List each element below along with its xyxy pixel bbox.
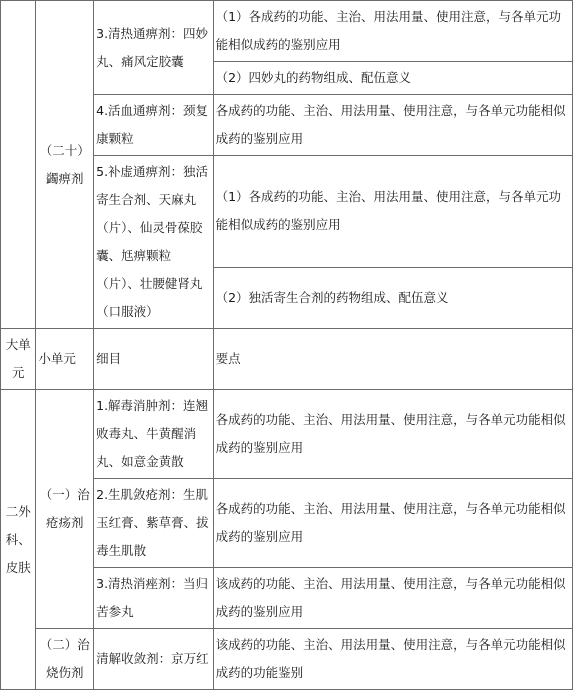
header-big-unit: 大单元 — [1, 329, 36, 390]
detail-cell: 1.解毒消肿剂：连翘败毒丸、牛黄醒消丸、如意金黄散 — [94, 390, 213, 479]
table-row — [1, 629, 573, 690]
point-cell: 各成药的功能、主治、用法用量、使用注意，与各单元功能相似成药的鉴别应用 — [213, 95, 572, 156]
header-small-unit: 小单元 — [36, 329, 94, 390]
table-row — [1, 1, 573, 62]
small-unit-cell: （二十）蠲痹剂 — [36, 1, 94, 329]
point-cell: 各成药的功能、主治、用法用量、使用注意，与各单元功能相似成药的鉴别应用 — [213, 390, 572, 479]
small-unit-cell: （二）治烧伤剂 — [36, 629, 94, 690]
table-row — [1, 390, 573, 479]
header-detail: 细目 — [94, 329, 213, 390]
point-cell: （1）各成药的功能、主治、用法用量、使用注意，与各单元功能相似成药的鉴别应用 — [213, 1, 572, 62]
detail-cell: 3.清热通痹剂：四妙丸、痛风定胶囊 — [94, 1, 213, 95]
point-cell: （2）独活寄生合剂的药物组成、配伍意义 — [213, 267, 572, 328]
detail-cell: 清解收敛剂：京万红 — [94, 629, 213, 690]
big-unit-cell: 二外科、皮肤 — [1, 390, 36, 690]
point-cell: 各成药的功能、主治、用法用量、使用注意，与各单元功能相似成药的鉴别应用 — [213, 479, 572, 568]
point-cell: （2）四妙丸的药物组成、配伍意义 — [213, 62, 572, 95]
detail-cell: 3.清热消痤剂：当归苦参丸 — [94, 568, 213, 629]
point-cell: （1）各成药的功能、主治、用法用量、使用注意，与各单元功能相似成药的鉴别应用 — [213, 156, 572, 268]
small-unit-cell: （一）治疮疡剂 — [36, 390, 94, 629]
point-cell: 该成药的功能、主治、用法用量、使用注意，与各单元功能相似成药的鉴别应用 — [213, 568, 572, 629]
detail-cell: 5.补虚通痹剂：独活寄生合剂、天麻丸（片）、仙灵骨葆胶囊、尪痹颗粒（片）、壮腰健肾丸（口服液） — [94, 156, 213, 329]
big-unit-cell-empty — [1, 1, 36, 329]
point-cell: 该成药的功能、主治、用法用量、使用注意，与各单元功能相似成药的功能鉴别 — [213, 629, 572, 690]
detail-cell: 2.生肌敛疮剂：生肌玉红膏、紫草膏、拔毒生肌散 — [94, 479, 213, 568]
table-header-row — [1, 329, 573, 390]
detail-cell: 4.活血通痹剂：颈复康颗粒 — [94, 95, 213, 156]
header-point: 要点 — [213, 329, 572, 390]
